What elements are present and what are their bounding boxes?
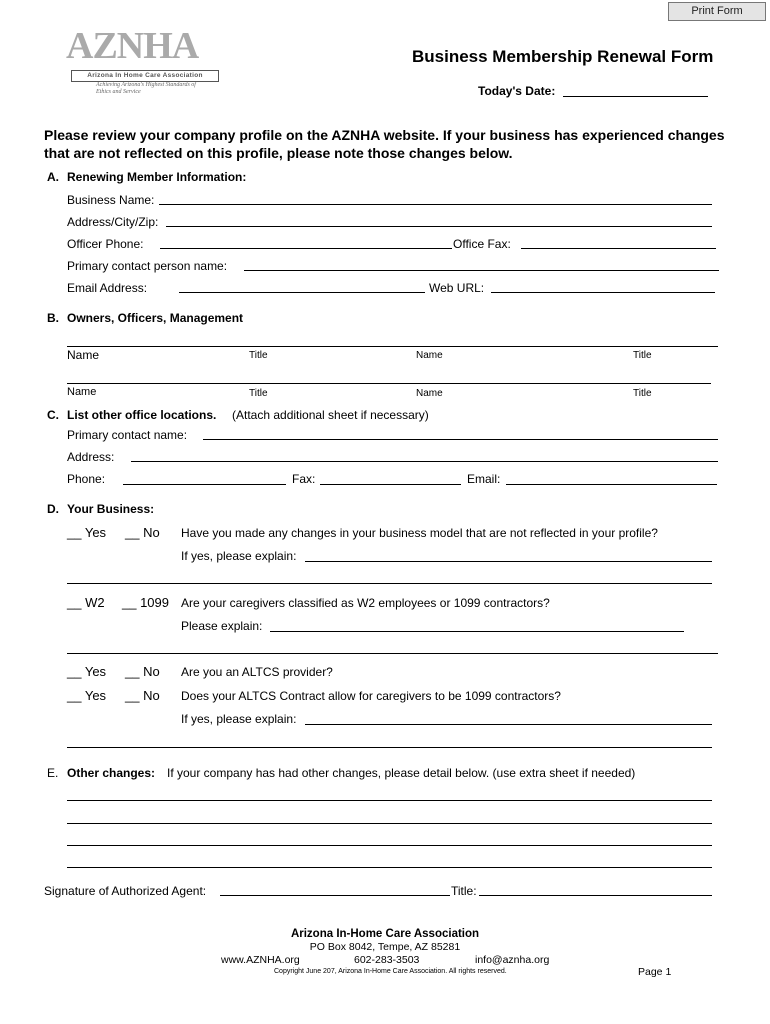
c-phone-field[interactable] xyxy=(123,484,286,485)
q2-explain-field-2[interactable] xyxy=(67,653,718,654)
owner-1-name-label: Name xyxy=(67,348,100,362)
todays-date-field[interactable] xyxy=(563,96,708,97)
section-b-title: Owners, Officers, Management xyxy=(67,311,244,325)
owner-row-2-line[interactable] xyxy=(67,383,711,384)
section-e-text: If your company has had other changes, please detail below. (use extra sheet if needed) xyxy=(167,766,636,780)
section-c-letter: C. xyxy=(47,408,59,422)
footer-copyright: Copyright June 207, Arizona In-Home Care Association. All rights reserved. xyxy=(274,968,507,975)
owner-3-title-label: Title xyxy=(249,388,268,399)
business-name-field[interactable] xyxy=(159,204,712,205)
aznha-logo xyxy=(66,25,218,95)
q2-explain-field[interactable] xyxy=(270,631,684,632)
intro-line-2: that are not reflected on this profile, please note those changes below. xyxy=(44,145,513,161)
footer-email-link[interactable]: info@aznha.org xyxy=(475,954,550,966)
c-address-label: Address: xyxy=(67,450,115,464)
section-a-title: Renewing Member Information: xyxy=(67,170,247,184)
section-d-title: Your Business: xyxy=(67,502,155,516)
signature-title-label: Title: xyxy=(451,884,477,898)
other-changes-line-2[interactable] xyxy=(67,823,712,824)
form-title: Business Membership Renewal Form xyxy=(412,47,714,66)
logo-band: Arizona In Home Care Association xyxy=(71,70,219,82)
owner-2-title-label: Title xyxy=(633,350,652,361)
address-label: Address/City/Zip: xyxy=(67,215,159,229)
primary-contact-label: Primary contact person name: xyxy=(67,259,228,273)
q1-explain-label: If yes, please explain: xyxy=(181,549,297,563)
q4-yes-option[interactable]: __ Yes xyxy=(67,688,107,703)
section-a-letter: A. xyxy=(47,170,59,184)
section-e-letter: E. xyxy=(47,766,59,780)
q4-explain-field[interactable] xyxy=(305,724,712,725)
owner-1-title-label: Title xyxy=(249,350,268,361)
section-d-letter: D. xyxy=(47,502,59,516)
signature-label: Signature of Authorized Agent: xyxy=(44,884,207,898)
section-b-letter: B. xyxy=(47,311,59,325)
todays-date-label: Today's Date: xyxy=(478,84,556,98)
q4-explain-field-2[interactable] xyxy=(67,747,712,748)
q1-explain-field-2[interactable] xyxy=(67,583,712,584)
q4-question: Does your ALTCS Contract allow for caregivers to be 1099 contractors? xyxy=(181,689,561,703)
c-fax-label: Fax: xyxy=(292,472,316,486)
other-changes-line-4[interactable] xyxy=(67,867,712,868)
owner-row-1-line[interactable] xyxy=(67,346,718,347)
intro-line-1: Please review your company profile on the AZNHA website. If your business has experienced changes xyxy=(44,127,725,143)
q2-question: Are your caregivers classified as W2 employees or 1099 contractors? xyxy=(181,596,550,610)
section-c-note: (Attach additional sheet if necessary) xyxy=(232,408,429,422)
q1-question: Have you made any changes in your business model that are not reflected in your profile? xyxy=(181,526,658,540)
print-form-button[interactable]: Print Form xyxy=(668,2,766,21)
footer-org: Arizona In-Home Care Association xyxy=(290,928,480,940)
page-number: Page 1 xyxy=(638,966,672,978)
c-address-field[interactable] xyxy=(131,461,718,462)
other-changes-line-1[interactable] xyxy=(67,800,712,801)
c-phone-label: Phone: xyxy=(67,472,106,486)
business-name-label: Business Name: xyxy=(67,193,155,207)
c-email-label: Email: xyxy=(467,472,501,486)
footer-address: PO Box 8042, Tempe, AZ 85281 xyxy=(309,941,461,953)
q3-no-option[interactable]: __ No xyxy=(125,664,160,679)
officer-phone-label: Officer Phone: xyxy=(67,237,144,251)
q1-no-option[interactable]: __ No xyxy=(125,525,160,540)
email-field[interactable] xyxy=(179,292,425,293)
owner-4-title-label: Title xyxy=(633,388,652,399)
owner-3-name-label: Name xyxy=(67,386,97,398)
office-fax-label: Office Fax: xyxy=(453,237,511,251)
q2-1099-option[interactable]: __ 1099 xyxy=(122,595,169,610)
q1-explain-field[interactable] xyxy=(305,561,712,562)
c-primary-contact-field[interactable] xyxy=(203,439,718,440)
logo-tagline: Achieving Arizona's Highest Standards of Ethics and Service xyxy=(96,82,196,95)
web-url-field[interactable] xyxy=(491,292,715,293)
owner-4-name-label: Name xyxy=(416,388,443,399)
address-field[interactable] xyxy=(166,226,712,227)
c-email-field[interactable] xyxy=(506,484,717,485)
office-fax-field[interactable] xyxy=(521,248,716,249)
q4-explain-label: If yes, please explain: xyxy=(181,712,297,726)
email-label: Email Address: xyxy=(67,281,148,295)
q2-explain-label: Please explain: xyxy=(181,619,263,633)
section-c-title: List other office locations. xyxy=(67,408,217,422)
q4-no-option[interactable]: __ No xyxy=(125,688,160,703)
other-changes-line-3[interactable] xyxy=(67,845,712,846)
q3-question: Are you an ALTCS provider? xyxy=(181,665,333,679)
footer-phone: 602-283-3503 xyxy=(354,954,420,966)
signature-title-field[interactable] xyxy=(479,895,712,896)
web-url-label: Web URL: xyxy=(429,281,485,295)
c-primary-contact-label: Primary contact name: xyxy=(67,428,188,442)
officer-phone-field[interactable] xyxy=(160,248,452,249)
c-fax-field[interactable] xyxy=(320,484,461,485)
q1-yes-option[interactable]: __ Yes xyxy=(67,525,107,540)
primary-contact-field[interactable] xyxy=(244,270,719,271)
section-e-title: Other changes: xyxy=(67,766,156,780)
signature-field[interactable] xyxy=(220,895,450,896)
owner-2-name-label: Name xyxy=(416,350,443,361)
footer-web-link[interactable]: www.AZNHA.org xyxy=(221,954,300,966)
q3-yes-option[interactable]: __ Yes xyxy=(67,664,107,679)
q2-w2-option[interactable]: __ W2 xyxy=(67,595,105,610)
logo-text: AZNHA xyxy=(66,25,199,67)
